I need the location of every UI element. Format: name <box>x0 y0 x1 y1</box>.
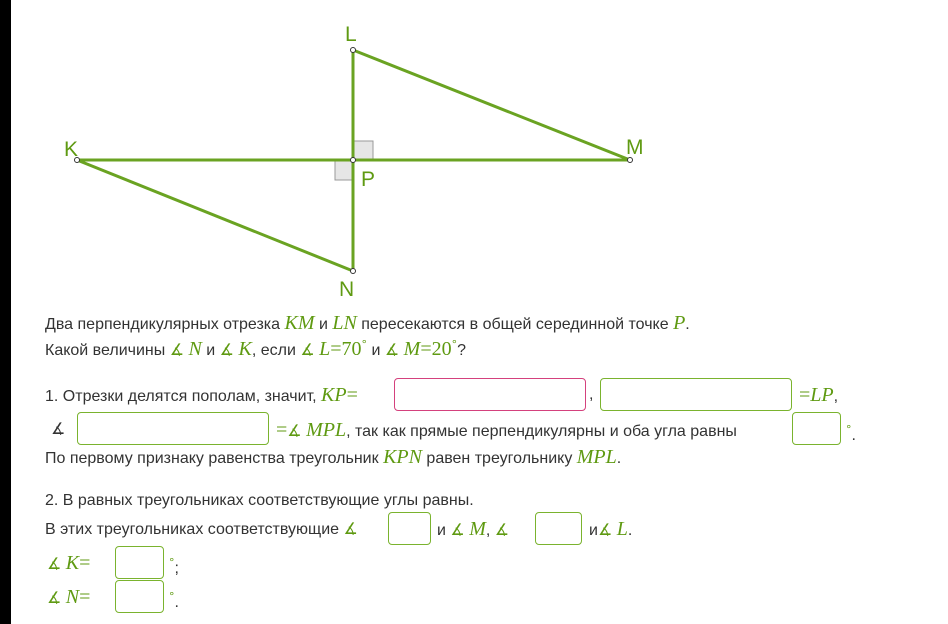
label-M: M <box>626 136 644 159</box>
punctuation: . <box>627 522 633 539</box>
equals-sign: = <box>79 552 91 574</box>
angle-icon: ∡ <box>219 340 235 359</box>
angle-N-row-label <box>47 587 90 609</box>
segment-LN-math: LN <box>332 312 357 334</box>
angle-N-math: N <box>65 586 80 608</box>
angle-L-value: =70 <box>330 338 362 360</box>
triangle-MPL-math: MPL <box>576 446 617 468</box>
punctuation: , <box>833 388 839 405</box>
angle-L-math: L <box>616 518 628 540</box>
step1-line3 <box>45 447 621 469</box>
lp-answer-input[interactable] <box>601 379 791 410</box>
problem-line-2 <box>45 335 466 361</box>
geometry-figure <box>0 0 948 300</box>
angle-icon: ∡ <box>169 340 185 359</box>
step1-text: По первому признаку равенства треугольник <box>45 450 384 467</box>
label-P: P <box>361 168 376 191</box>
step1-line2-text <box>276 420 737 442</box>
step2-text: и <box>437 522 451 539</box>
kp-answer-field[interactable] <box>394 378 586 411</box>
degree-sign: ° <box>451 338 458 351</box>
problem-text: пересекаются в общей серединной точке <box>356 316 674 333</box>
angle-L-math: L <box>319 338 331 360</box>
angle-M-math: M <box>403 338 421 360</box>
lp-answer-field[interactable] <box>600 378 792 411</box>
angle-icon: ∡ <box>47 588 62 607</box>
angle-icon: ∡ <box>51 421 66 438</box>
angle-K-answer-input[interactable] <box>116 547 163 578</box>
segment-LP-math: LP <box>810 384 834 406</box>
angle-answer-input[interactable] <box>78 413 268 444</box>
punctuation: . <box>616 450 622 467</box>
right-angle-mark-lower <box>335 161 354 180</box>
problem-text: и <box>367 342 385 359</box>
point-L <box>351 48 356 53</box>
problem-text: Какой величины <box>45 342 170 359</box>
equals-sign: = <box>346 384 358 406</box>
angle-K-answer-field[interactable] <box>115 546 164 579</box>
degree-sign: ° <box>169 556 175 569</box>
angle-icon: ∡ <box>287 421 302 440</box>
punctuation: . <box>685 316 690 333</box>
angle-K-math: K <box>238 338 252 360</box>
angle-icon: ∡ <box>450 520 465 539</box>
angle-MPL-math: MPL <box>306 419 347 441</box>
segment-KP-math: KP <box>321 384 347 406</box>
triangle-KPN-math: KPN <box>383 446 422 468</box>
angle-K-math: K <box>65 552 80 574</box>
angle-icon: ∡ <box>47 554 62 573</box>
step1-text: равен треугольнику <box>421 450 577 467</box>
problem-line-1 <box>45 313 690 335</box>
right-angle-mark-upper <box>354 141 373 160</box>
punctuation: . <box>174 594 179 611</box>
angle-icon: ∡ <box>384 340 400 359</box>
step2-line2-mid <box>437 519 509 541</box>
comma: , <box>589 386 594 403</box>
angle-icon: ∡ <box>597 520 613 539</box>
corresponding-angle-2-field[interactable] <box>535 512 582 545</box>
angle-N-answer-input[interactable] <box>116 581 163 612</box>
right-angle-answer-field[interactable] <box>792 412 841 445</box>
step1-text: 1. Отрезки делятся пополам, значит, <box>45 388 322 405</box>
label-K: K <box>64 138 79 161</box>
point-P <box>351 158 356 163</box>
problem-text: и <box>201 342 220 359</box>
segment-KN <box>77 160 353 271</box>
angle-icon: ∡ <box>300 340 315 359</box>
segment-LM <box>353 50 630 160</box>
segment-KM-math: KM <box>284 312 315 334</box>
step2-line1: 2. В равных треугольниках соответствующие углы равны. <box>45 492 474 509</box>
angle-answer-field[interactable] <box>77 412 269 445</box>
step2-line2-text <box>45 519 358 540</box>
label-N: N <box>339 278 355 300</box>
corresponding-angle-2-input[interactable] <box>536 513 581 544</box>
equals-sign: = <box>799 384 811 406</box>
angle-icon: ∡ <box>494 520 510 539</box>
equals-sign: = <box>79 586 91 608</box>
step2-text: и <box>589 522 598 539</box>
corresponding-angle-1-input[interactable] <box>389 513 430 544</box>
label-L: L <box>345 23 357 46</box>
angle-K-row-label <box>47 553 90 575</box>
angle-N-row-tail <box>169 587 179 613</box>
angle-M-math: M <box>469 518 486 540</box>
lp-equation-tail <box>799 385 838 407</box>
corresponding-angle-1-field[interactable] <box>388 512 431 545</box>
step1-line1-text <box>45 385 358 407</box>
angle-N-math: N <box>188 338 202 360</box>
problem-text: Два перпендикулярных отрезка <box>45 316 285 333</box>
angle-M-value: =20 <box>420 338 452 360</box>
degree-sign: ° <box>846 423 852 436</box>
kp-answer-input[interactable] <box>395 379 585 410</box>
angle-K-row-tail <box>169 553 179 579</box>
step2-line2-tail <box>589 519 632 541</box>
punctuation: . <box>851 427 856 444</box>
point-P-math: P <box>673 312 686 334</box>
degree-tail <box>846 420 856 446</box>
right-angle-answer-input[interactable] <box>793 413 840 444</box>
degree-sign: ° <box>169 590 175 603</box>
step1-text: , так как прямые перпендикулярны и оба угла равны <box>346 423 737 440</box>
equals-sign: = <box>276 419 288 441</box>
angle-icon: ∡ <box>343 519 358 538</box>
step2-text: В этих треугольниках соответствующие <box>45 521 344 538</box>
punctuation: ; <box>174 560 179 577</box>
angle-N-answer-field[interactable] <box>115 580 164 613</box>
degree-sign: ° <box>361 338 368 351</box>
point-N <box>351 269 356 274</box>
problem-text: и <box>314 316 333 333</box>
punctuation: , <box>485 522 491 539</box>
punctuation: ? <box>457 342 467 359</box>
problem-text: , если <box>251 342 301 359</box>
